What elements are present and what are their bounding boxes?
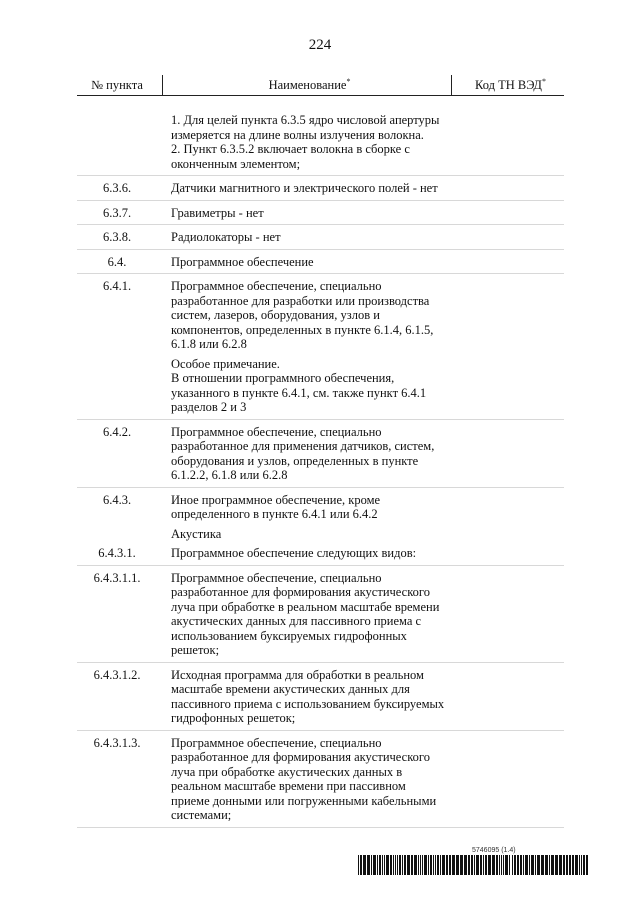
table-row [77, 230, 564, 250]
item-number: 6.3.6. [102, 181, 132, 195]
table-header [77, 75, 564, 96]
footnote-mark: * [541, 76, 546, 86]
header-name: Наименование* [268, 76, 351, 92]
table-row [77, 527, 564, 542]
table-row [77, 357, 564, 420]
item-text: Исходная программа для обработки в реальном масштабе времени акустических данных для пассивного приема с использованием буксируемых гидрофонных решеток; [171, 667, 445, 725]
header-code: Код ТН ВЭД* [475, 76, 546, 92]
item-text: Акустика [171, 526, 222, 541]
item-number: 6.4.2. [102, 424, 132, 439]
table-row [77, 546, 564, 566]
entries-list [77, 113, 564, 833]
item-text: Гравиметры - нет [171, 205, 264, 220]
barcode-icon [358, 855, 590, 875]
item-text: Программное обеспечение, специально разработанное для разработки или производства систем, лазеров, оборудования, узлов и компонентов, определенных в пункте 6.1.4, 6.1.5, 6.1.8 или 6.2.8 [171, 279, 434, 351]
item-number: 6.3.7. [102, 205, 132, 220]
column-divider [162, 75, 163, 95]
header-item-number: № пункта [91, 78, 143, 92]
footnote-mark: * [346, 76, 351, 86]
item-number: 6.4.1. [102, 279, 132, 293]
column-divider [451, 75, 452, 95]
item-number: 6.4.3.1. [98, 546, 136, 560]
table-row [77, 113, 564, 176]
item-text: Программное обеспечение [171, 254, 314, 269]
item-text: Программное обеспечение, специально разработанное для применения датчиков, систем, оборудования и узлов, определенных в пункте 6.1.2.2, 6.1.8 или 6.2.8 [171, 424, 435, 482]
item-number: 6.4.3.1.3. [93, 735, 141, 750]
item-text: Особое примечание. В отношении программного обеспечения, указанного в пункте 6.4.1, см. также пункт 6.4.1 разделов 2 и 3 [171, 356, 427, 414]
page-number: 224 [308, 37, 332, 53]
table-row [77, 668, 564, 731]
table-row [77, 279, 564, 352]
table-row [77, 493, 564, 522]
table-row [77, 736, 564, 828]
table-row [77, 206, 564, 226]
item-number: 6.3.8. [102, 230, 132, 244]
table-row [77, 181, 564, 201]
document-code: 5746095 (1.4) [472, 847, 516, 854]
table-row [77, 255, 564, 275]
table-row [77, 425, 564, 488]
item-text: Радиолокаторы - нет [171, 230, 281, 244]
item-text: Иное программное обеспечение, кроме определенного в пункте 6.4.1 или 6.4.2 [171, 492, 381, 521]
item-number: 6.4.3.1.2. [93, 667, 141, 682]
table-row [77, 571, 564, 663]
item-text: Программное обеспечение, специально разработанное для формирования акустического луча при обработке акустических данных в реальном масштабе времени при пассивном приеме донными или погруженными кабельными системами; [171, 735, 437, 822]
item-text: 1. Для целей пункта 6.3.5 ядро числовой апертуры измеряется на длине волны излучения волокна. 2. Пункт 6.3.5.2 включает волокна в сборке с оконченным элементом; [171, 113, 440, 171]
item-text: Датчики магнитного и электрического полей - нет [171, 181, 438, 195]
item-text: Программное обеспечение, специально разработанное для формирования акустического луча при обработке в реальном масштабе времени акустических данных для пассивного приема с использованием буксируемых гидрофонных решеток; [171, 570, 440, 657]
item-number: 6.4.3. [102, 492, 132, 507]
item-number: 6.4. [107, 254, 127, 269]
item-number: 6.4.3.1.1. [93, 570, 141, 585]
item-text: Программное обеспечение следующих видов: [171, 546, 417, 560]
